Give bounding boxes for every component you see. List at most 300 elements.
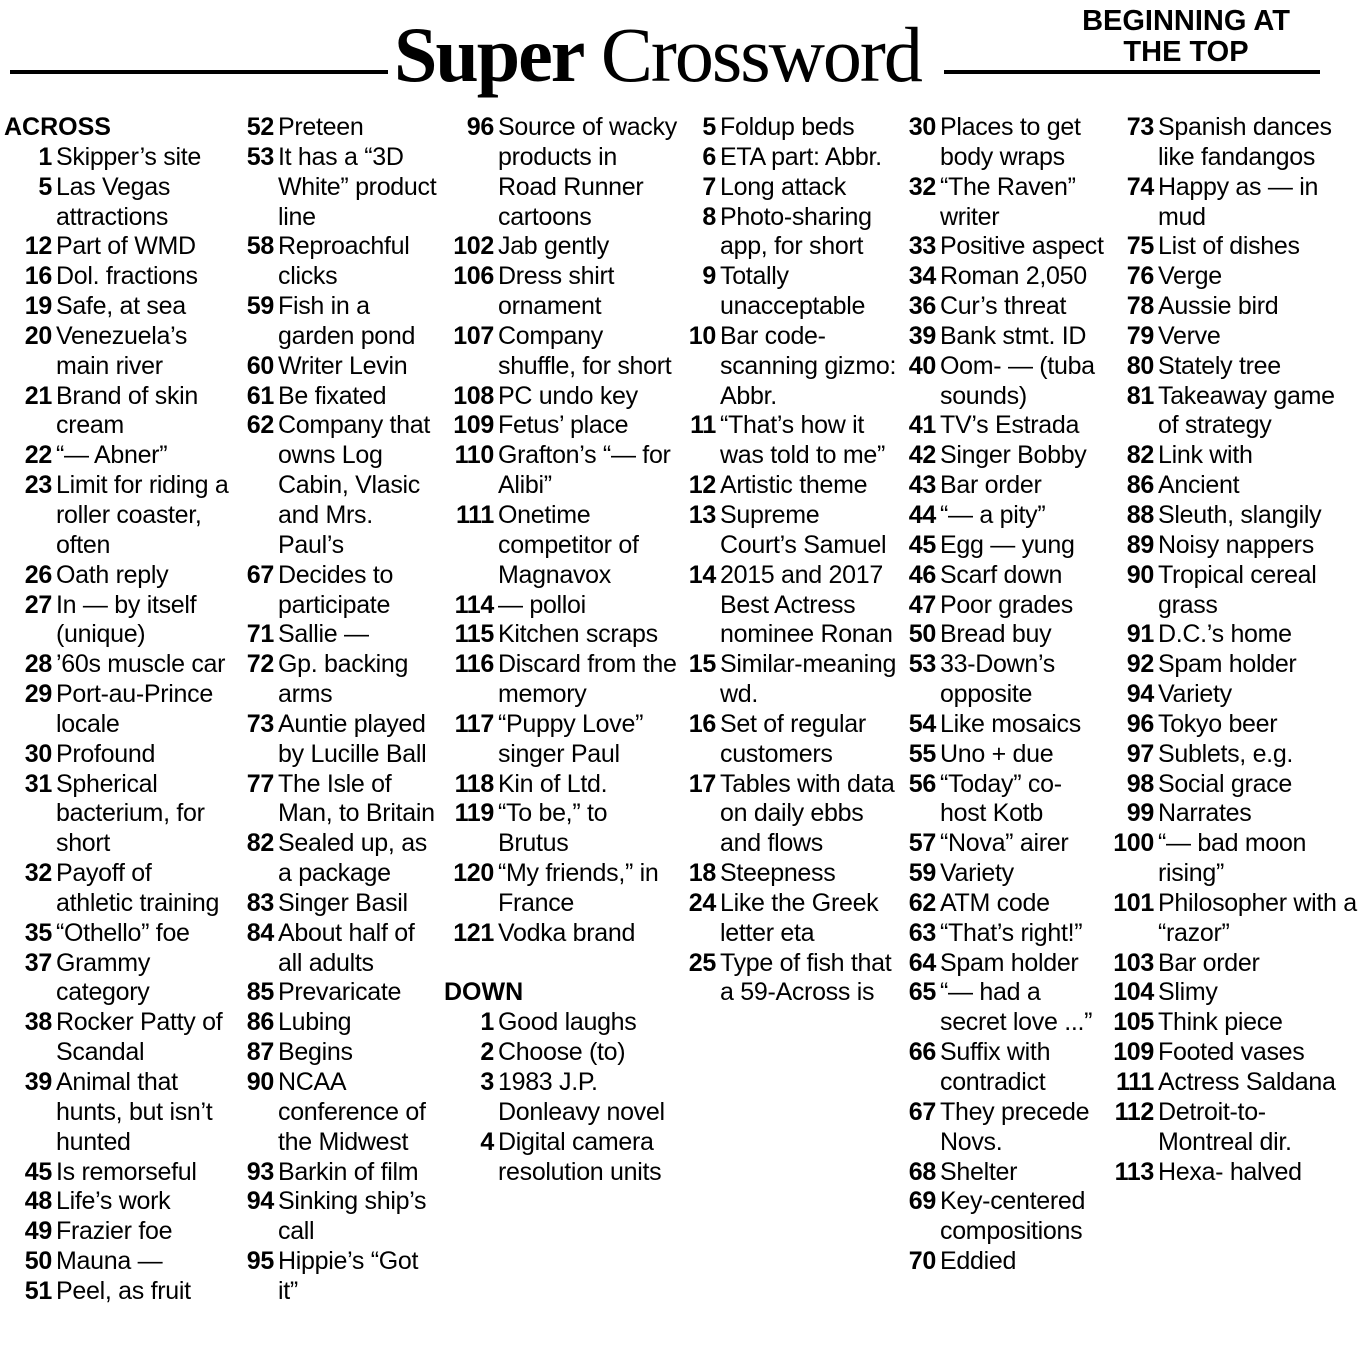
clue xyxy=(238,710,444,770)
clue-text: List of dishes xyxy=(1158,232,1300,261)
clue-number: 3 xyxy=(480,1068,494,1096)
clue-text: Dol. fractions xyxy=(56,262,198,291)
clue-number: 94 xyxy=(246,1187,274,1216)
clue-number: 117 xyxy=(454,709,494,738)
clue-number: 62 xyxy=(908,888,936,917)
clue xyxy=(902,919,1106,949)
clue-number: 88 xyxy=(1126,500,1154,529)
clue-number: 28 xyxy=(24,650,52,679)
clue-column-3 xyxy=(444,113,680,1187)
clue-text: Type of fish that a 59-Across is xyxy=(720,948,892,1007)
clue xyxy=(1106,889,1360,949)
clue-number: 93 xyxy=(246,1157,274,1186)
clue-text: Hippie’s “Got it” xyxy=(278,1247,419,1305)
clue xyxy=(902,978,1106,1038)
clue xyxy=(238,561,444,621)
clue-text: Similar-meaning wd. xyxy=(720,650,897,709)
clue-text: TV’s Estrada xyxy=(940,411,1080,440)
clue-text: 2015 and 2017 Best Actress nominee Ronan xyxy=(720,560,893,649)
clue-text: Company that owns Log Cabin, Vlasic and Mrs. Paul’s xyxy=(278,411,431,559)
clue xyxy=(4,143,232,173)
clue-number: 112 xyxy=(1114,1097,1154,1126)
clue-number: 59 xyxy=(246,292,274,321)
clue-text: Good laughs xyxy=(498,1008,637,1037)
clue-number: 67 xyxy=(908,1097,936,1126)
clue-number: 12 xyxy=(24,232,52,261)
clue xyxy=(902,352,1106,412)
clue xyxy=(902,411,1106,441)
clue-text: “Today” co-host Kotb xyxy=(940,769,1062,828)
clue-number: 1 xyxy=(38,142,52,171)
clue-text: Grafton’s “— for Alibi” xyxy=(498,441,671,500)
clue-number: 113 xyxy=(1114,1157,1154,1186)
clue xyxy=(1106,799,1360,829)
clue xyxy=(4,1187,232,1217)
clue xyxy=(238,620,444,650)
clue-text: Link with xyxy=(1158,441,1253,470)
clue xyxy=(1106,322,1360,352)
clue-number: 40 xyxy=(908,351,936,380)
clue xyxy=(680,411,902,471)
clue-number: 47 xyxy=(908,590,936,619)
clue-text: Actress Saldana xyxy=(1158,1068,1336,1096)
clue-text: Decides to participate xyxy=(278,560,394,619)
clue xyxy=(902,292,1106,322)
clue-column-1 xyxy=(4,113,232,1307)
clue xyxy=(444,1008,680,1038)
clue-number: 45 xyxy=(908,530,936,559)
clue-text: Bar order xyxy=(940,471,1042,500)
clue-number: 72 xyxy=(246,650,274,679)
clue-text: Hexa- halved xyxy=(1158,1157,1302,1186)
clue-number: 120 xyxy=(453,859,494,888)
clue-number: 32 xyxy=(24,859,52,888)
clue-number: 95 xyxy=(246,1247,274,1276)
clue-text: 1983 J.P. Donleavy novel xyxy=(498,1068,665,1126)
clue-text: Detroit-to-Montreal dir. xyxy=(1158,1097,1292,1156)
clue xyxy=(1106,978,1360,1008)
clue xyxy=(4,292,232,322)
clue-text: Preteen xyxy=(278,113,364,141)
clue-number: 86 xyxy=(246,1008,274,1037)
clue xyxy=(902,650,1106,710)
header xyxy=(0,0,1360,110)
clue-text: Venezuela’s main river xyxy=(56,321,188,380)
clue-text: Bar order xyxy=(1158,948,1260,977)
clue xyxy=(4,919,232,949)
clue xyxy=(902,889,1106,919)
clue-number: 27 xyxy=(24,590,52,619)
clue xyxy=(1106,292,1360,322)
clue-number: 37 xyxy=(24,948,52,977)
clue xyxy=(902,531,1106,561)
clue-number: 22 xyxy=(24,441,52,470)
clue-number: 52 xyxy=(246,113,274,141)
clue-text: Is remorseful xyxy=(56,1157,197,1186)
clue-text: “To be,” to Brutus xyxy=(498,799,608,858)
clue-text: Verge xyxy=(1158,262,1222,291)
clue-text: Egg — yung xyxy=(940,530,1075,559)
clue-text: Begins xyxy=(278,1038,353,1067)
clue-text: Positive aspect xyxy=(940,232,1104,261)
clue-text: Prevaricate xyxy=(278,978,402,1007)
clue-text: 33-Down’s opposite xyxy=(940,650,1055,709)
clue-text: NCAA conference of the Midwest xyxy=(278,1068,426,1156)
clue-number: 87 xyxy=(246,1038,274,1067)
clue-text: Totally unacceptable xyxy=(720,262,866,321)
clue xyxy=(902,1247,1106,1277)
clue xyxy=(444,919,680,949)
clue xyxy=(444,770,680,800)
clue xyxy=(902,1098,1106,1158)
clue-number: 29 xyxy=(24,680,52,709)
clue-text: Rocker Patty of Scandal xyxy=(56,1008,223,1067)
corner-line-1: BEGINNING AT xyxy=(1082,5,1290,37)
clue-number: 80 xyxy=(1126,351,1154,380)
clue xyxy=(902,829,1106,859)
clue-text: Eddied xyxy=(940,1247,1017,1276)
clue-text: Grammy category xyxy=(56,948,151,1007)
clue-number: 74 xyxy=(1126,172,1154,201)
clue-text: “That’s how it was told to me” xyxy=(720,411,886,470)
clue-text: Bread buy xyxy=(940,620,1052,649)
clue-number: 71 xyxy=(246,620,274,649)
clue-column-2 xyxy=(238,113,444,1307)
clue-number: 32 xyxy=(908,172,936,201)
clue-text: Social grace xyxy=(1158,769,1292,798)
corner-note xyxy=(1050,6,1322,68)
clue-number: 5 xyxy=(38,172,52,201)
clue-number: 82 xyxy=(1126,441,1154,470)
clue-number: 35 xyxy=(24,918,52,947)
title-bold: Super xyxy=(394,11,584,98)
clue-text: “— Abner” xyxy=(56,441,168,470)
clue-text: Fish in a garden pond xyxy=(278,292,416,350)
clue xyxy=(680,262,902,322)
clue-number: 8 xyxy=(702,202,716,231)
clue-text: — polloi xyxy=(498,590,586,619)
clue xyxy=(4,441,232,471)
clue-number: 101 xyxy=(1113,888,1154,917)
clue-number: 81 xyxy=(1126,381,1154,410)
clue-number: 13 xyxy=(688,500,716,529)
clue xyxy=(902,740,1106,770)
clue-number: 21 xyxy=(24,381,52,410)
clue-text: PC undo key xyxy=(498,381,638,410)
clue-number: 83 xyxy=(246,888,274,917)
clue-number: 43 xyxy=(908,471,936,500)
clue-number: 70 xyxy=(908,1247,936,1276)
clue xyxy=(4,1158,232,1188)
clue xyxy=(238,650,444,710)
clue-number: 17 xyxy=(688,769,716,798)
clue xyxy=(1106,620,1360,650)
clue-text: Think piece xyxy=(1158,1008,1283,1037)
clue xyxy=(902,1158,1106,1188)
clue-number: 45 xyxy=(24,1157,52,1186)
clue xyxy=(238,1068,444,1158)
clue xyxy=(902,441,1106,471)
clue xyxy=(680,203,902,263)
clue-text: Like mosaics xyxy=(940,709,1081,738)
clue-text: Poor grades xyxy=(940,590,1073,619)
clue-text: Spam holder xyxy=(1158,650,1297,679)
clue-text: Auntie played by Lucille Ball xyxy=(278,709,427,768)
clue-number: 69 xyxy=(908,1187,936,1216)
clue xyxy=(1106,382,1360,442)
clue xyxy=(4,1277,232,1307)
clue xyxy=(4,859,232,919)
clue xyxy=(4,561,232,591)
clue-text: Shelter xyxy=(940,1157,1018,1186)
clue-text: They precede Novs. xyxy=(940,1097,1090,1156)
clue-number: 109 xyxy=(453,411,494,440)
clue xyxy=(444,799,680,859)
clue xyxy=(238,829,444,889)
clue xyxy=(1106,1008,1360,1038)
clue xyxy=(902,322,1106,352)
clue xyxy=(4,1008,232,1068)
clue-number: 42 xyxy=(908,441,936,470)
clue xyxy=(444,1068,680,1128)
clue-text: Variety xyxy=(1158,680,1232,709)
clue xyxy=(1106,1038,1360,1068)
clue-number: 110 xyxy=(454,441,494,470)
clue xyxy=(238,1008,444,1038)
clue xyxy=(4,382,232,442)
clue xyxy=(1106,740,1360,770)
clue-number: 39 xyxy=(24,1068,52,1096)
title-light: Crossword xyxy=(600,11,921,98)
clue xyxy=(444,1128,680,1188)
clue-number: 50 xyxy=(908,620,936,649)
clue xyxy=(444,322,680,382)
clue xyxy=(1106,471,1360,501)
clue xyxy=(238,113,444,143)
clue xyxy=(680,471,902,501)
clue-text: Verve xyxy=(1158,321,1221,350)
clue xyxy=(1106,710,1360,740)
clue-number: 89 xyxy=(1126,530,1154,559)
clue-number: 10 xyxy=(688,321,716,350)
clue-text: D.C.’s home xyxy=(1158,620,1292,649)
clue-text: Las Vegas attractions xyxy=(56,172,171,231)
clue xyxy=(238,382,444,412)
clue-number: 73 xyxy=(246,709,274,738)
clue xyxy=(1106,352,1360,382)
clue-text: Tropical cereal grass xyxy=(1158,560,1317,619)
clue-number: 53 xyxy=(908,650,936,679)
clue xyxy=(1106,232,1360,262)
clue xyxy=(1106,262,1360,292)
clue-text: Safe, at sea xyxy=(56,292,186,321)
clue-number: 109 xyxy=(1113,1038,1154,1067)
clue-number: 64 xyxy=(908,948,936,977)
clue xyxy=(902,501,1106,531)
clue-text: Choose (to) xyxy=(498,1038,626,1067)
clue-number: 49 xyxy=(24,1217,52,1246)
clue-text: Happy as — in mud xyxy=(1158,172,1319,231)
clue xyxy=(4,262,232,292)
clue xyxy=(1106,949,1360,979)
clue-text: “— had a secret love ...” xyxy=(940,978,1093,1037)
clue-text: Steepness xyxy=(720,859,836,888)
clue-number: 44 xyxy=(908,500,936,529)
clue-text: Company shuffle, for short xyxy=(498,321,672,380)
clue xyxy=(444,232,680,262)
clue-text: Fetus’ place xyxy=(498,411,629,440)
clue xyxy=(1106,441,1360,471)
clue xyxy=(902,262,1106,292)
clue xyxy=(4,1247,232,1277)
clue xyxy=(680,770,902,860)
clue-column-5 xyxy=(902,113,1106,1277)
clue-number: 59 xyxy=(908,859,936,888)
clue-text: ETA part: Abbr. xyxy=(720,142,882,171)
clue xyxy=(444,262,680,322)
clue-number: 116 xyxy=(454,650,494,679)
clue xyxy=(444,113,680,232)
clue-number: 6 xyxy=(702,142,716,171)
clue xyxy=(1106,680,1360,710)
clue-number: 65 xyxy=(908,978,936,1007)
clue xyxy=(680,143,902,173)
clue xyxy=(4,1217,232,1247)
clue-text: Oath reply xyxy=(56,560,169,589)
clue-number: 107 xyxy=(453,321,494,350)
clue-text: Spam holder xyxy=(940,948,1079,977)
clue xyxy=(902,859,1106,889)
clue-text: “Puppy Love” singer Paul xyxy=(498,709,644,768)
clue xyxy=(902,949,1106,979)
clue-text: Uno + due xyxy=(940,739,1054,768)
clue-text: Oom- — (tuba sounds) xyxy=(940,351,1095,410)
clue-number: 16 xyxy=(24,262,52,291)
clue xyxy=(902,1038,1106,1098)
clue xyxy=(4,770,232,860)
clue-text: Variety xyxy=(940,859,1014,888)
clue-text: Like the Greek letter eta xyxy=(720,888,879,947)
clue-text: Gp. backing arms xyxy=(278,650,409,709)
clue-text: ATM code xyxy=(940,888,1050,917)
clue-number: 16 xyxy=(688,709,716,738)
clue xyxy=(902,232,1106,262)
down-heading: DOWN xyxy=(444,978,524,1007)
clue-number: 53 xyxy=(246,142,274,171)
clue-text: Life’s work xyxy=(56,1187,171,1216)
clue-column-6 xyxy=(1106,113,1360,1187)
clue-text: Narrates xyxy=(1158,799,1252,828)
clue xyxy=(4,949,232,1009)
clue xyxy=(238,1038,444,1068)
clue-text: “That’s right!” xyxy=(940,918,1083,947)
clue-number: 67 xyxy=(246,560,274,589)
clue-text: The Isle of Man, to Britain xyxy=(278,769,435,828)
clue-number: 63 xyxy=(908,918,936,947)
clue-number: 46 xyxy=(908,560,936,589)
clue-number: 30 xyxy=(908,113,936,141)
clue xyxy=(238,411,444,560)
clue-text: Tables with data on daily ebbs and flows xyxy=(720,769,895,858)
clue-number: 100 xyxy=(1113,829,1154,858)
clue-number: 86 xyxy=(1126,471,1154,500)
clue-number: 33 xyxy=(908,232,936,261)
clue-number: 121 xyxy=(453,918,494,947)
clue-number: 5 xyxy=(702,113,716,141)
clue-number: 111 xyxy=(455,500,494,529)
clue-number: 102 xyxy=(453,232,494,261)
clue-number: 104 xyxy=(1113,978,1154,1007)
clue-text: Digital camera resolution units xyxy=(498,1127,662,1186)
clue-number: 77 xyxy=(246,769,274,798)
clue-text: Payoff of athletic training xyxy=(56,859,220,917)
clue-number: 106 xyxy=(453,262,494,291)
clue-text: Roman 2,050 xyxy=(940,262,1087,291)
clue xyxy=(444,859,680,919)
clue xyxy=(1106,650,1360,680)
clue-text: Slimy xyxy=(1158,978,1218,1007)
clue xyxy=(238,978,444,1008)
corner-line-2: THE TOP xyxy=(1123,36,1249,68)
across-heading: ACROSS xyxy=(4,113,111,141)
clue xyxy=(680,650,902,710)
clue xyxy=(444,591,680,621)
clue xyxy=(444,411,680,441)
clue-number: 85 xyxy=(246,978,274,1007)
clue xyxy=(902,591,1106,621)
clue-number: 68 xyxy=(908,1157,936,1186)
clue xyxy=(444,650,680,710)
clue-text: Writer Levin xyxy=(278,351,408,380)
clue-number: 19 xyxy=(24,292,52,321)
clue-number: 96 xyxy=(466,113,494,141)
clue xyxy=(4,740,232,770)
clue xyxy=(902,1187,1106,1247)
clue xyxy=(238,143,444,233)
clue xyxy=(680,501,902,561)
clue-text: Frazier foe xyxy=(56,1217,173,1246)
clue-text: Limit for riding a roller coaster, often xyxy=(56,471,229,559)
clue-text: Tokyo beer xyxy=(1158,709,1278,738)
clue-text: Mauna — xyxy=(56,1247,163,1276)
clue xyxy=(1106,531,1360,561)
clue-number: 103 xyxy=(1113,948,1154,977)
clue-number: 78 xyxy=(1126,292,1154,321)
clue-number: 118 xyxy=(454,769,494,798)
clue-text: Suffix with contradict xyxy=(940,1038,1051,1096)
clue-number: 55 xyxy=(908,739,936,768)
clue xyxy=(4,322,232,382)
clue-number: 114 xyxy=(454,590,494,619)
clue xyxy=(1106,173,1360,233)
clue-number: 92 xyxy=(1126,650,1154,679)
clue-number: 98 xyxy=(1126,769,1154,798)
clue-number: 39 xyxy=(908,321,936,350)
clue-text: Dress shirt ornament xyxy=(498,262,615,321)
clue-number: 115 xyxy=(454,620,494,649)
clue-text: Cur’s threat xyxy=(940,292,1067,321)
clue-text: In — by itself (unique) xyxy=(56,590,197,649)
clue-number: 48 xyxy=(24,1187,52,1216)
clue-text: Places to get body wraps xyxy=(940,113,1081,171)
clue-number: 62 xyxy=(246,411,274,440)
clue xyxy=(1106,501,1360,531)
clue-text: It has a “3D White” product line xyxy=(278,142,437,231)
clue-number: 66 xyxy=(908,1038,936,1067)
clue-number: 111 xyxy=(1115,1068,1154,1096)
clue-text: Profound xyxy=(56,739,156,768)
clue-number: 82 xyxy=(246,829,274,858)
